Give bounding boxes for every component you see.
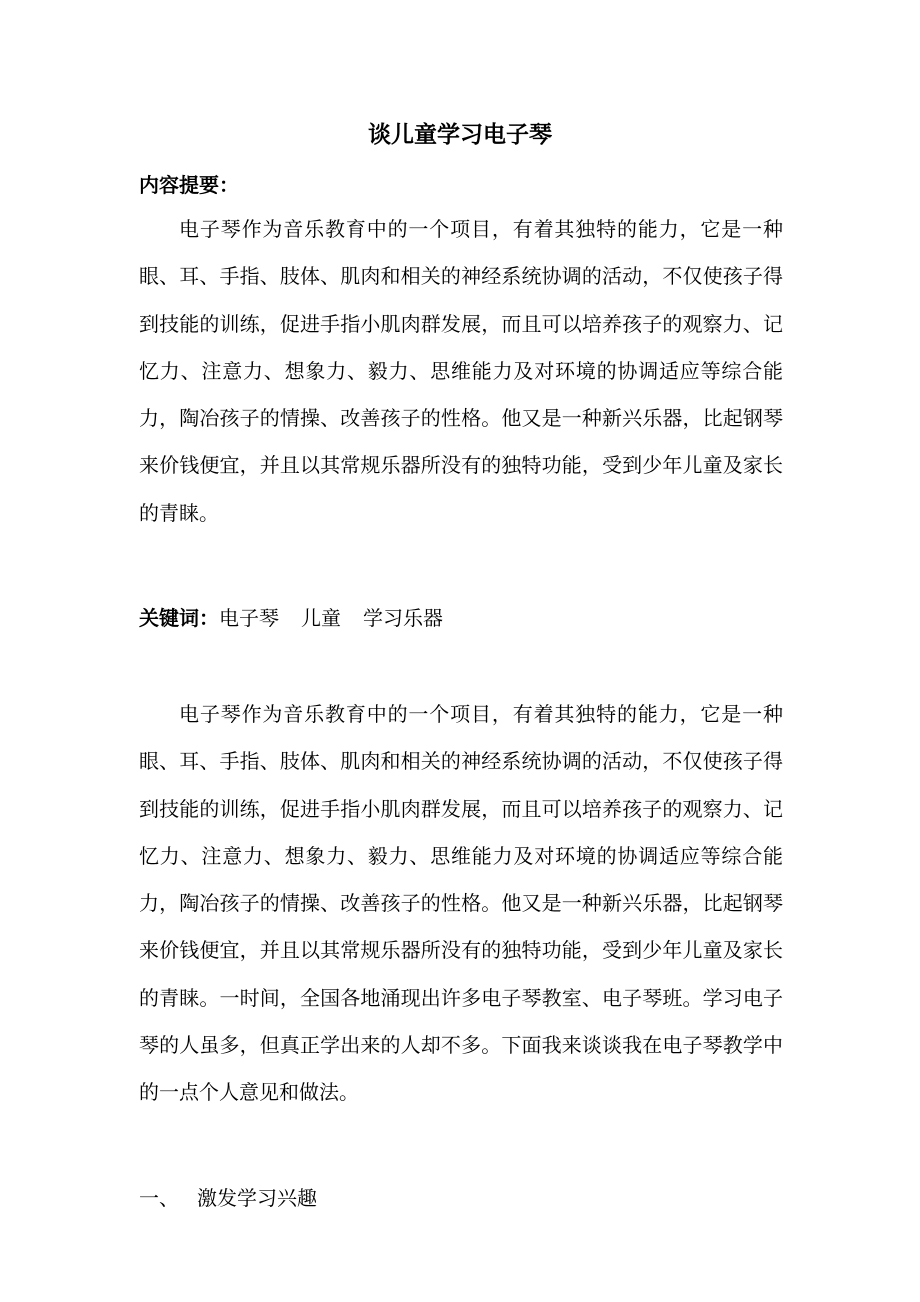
section-number: 一、 — [139, 1186, 179, 1210]
abstract-label: 内容提要： — [139, 173, 239, 197]
section-title: 激发学习兴趣 — [197, 1186, 317, 1210]
document-title: 谈儿童学习电子琴 — [368, 121, 552, 148]
section-heading — [139, 1183, 317, 1213]
keyword-item: 电子琴 — [219, 606, 279, 630]
abstract-paragraph: 电子琴作为音乐教育中的一个项目，有着其独特的能力，它是一种眼、耳、手指、肢体、肌肉和相关的神经系统协调的活动，不仅使孩子得到技能的训练，促进手指小肌肉群发展，而且可以培养孩子的观察力、记忆力、注意力、想象力、毅力、思维能力及对环境的协调适应等综合能力，陶冶孩子的情操、改善孩子的性格。他又是一种新兴乐器，比起钢琴来价钱便宜，并且以其常规乐器所没有的独特功能，受到少年儿童及家长的青睐。 — [139, 217, 783, 525]
body-paragraph: 电子琴作为音乐教育中的一个项目，有着其独特的能力，它是一种眼、耳、手指、肢体、肌肉和相关的神经系统协调的活动，不仅使孩子得到技能的训练，促进手指小肌肉群发展，而且可以培养孩子的观察力、记忆力、注意力、想象力、毅力、思维能力及对环境的协调适应等综合能力，陶冶孩子的情操、改善孩子的性格。他又是一种新兴乐器，比起钢琴来价钱便宜，并且以其常规乐器所没有的独特功能，受到少年儿童及家长的青睐。一时间，全国各地涌现出许多电子琴教室、电子琴班。学习电子琴的人虽多，但真正学出来的人却不多。下面我来谈谈我在电子琴教学中的一点个人意见和做法。 — [139, 702, 783, 1105]
keyword-item: 儿童 — [301, 606, 341, 630]
keywords-label: 关键词： — [139, 606, 219, 630]
keywords-line — [139, 603, 465, 633]
keyword-item: 学习乐器 — [363, 606, 443, 630]
